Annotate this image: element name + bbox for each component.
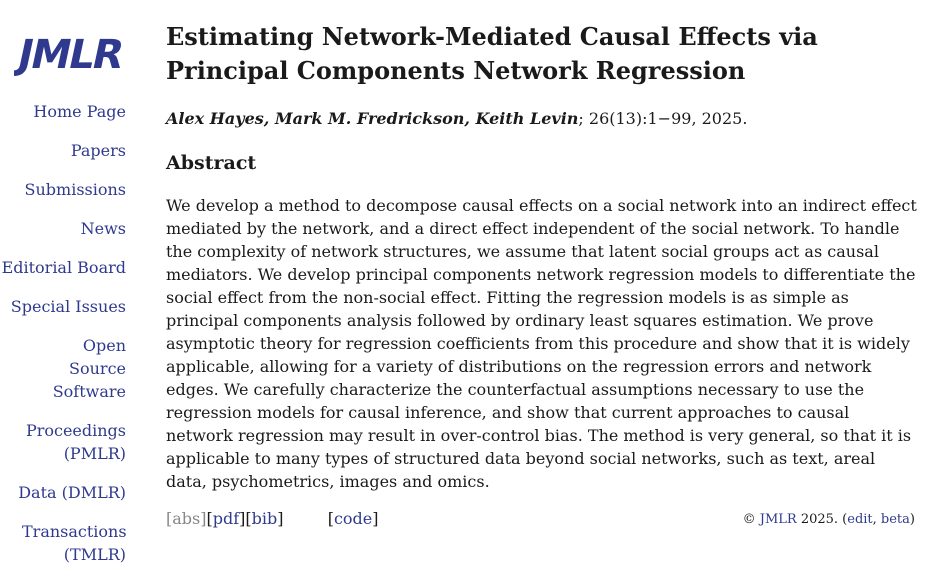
- pdf-bracket: [: [206, 509, 213, 528]
- nav-home-page[interactable]: [0, 100, 126, 123]
- paper-title: Estimating Network-Mediated Causal Effects via Principal Components Network Regression: [166, 22, 818, 85]
- footer-copyright: ©: [742, 512, 760, 527]
- nav-editorial-board-link[interactable]: Editorial Board: [1, 258, 126, 277]
- nav-open-source-software[interactable]: [0, 334, 126, 403]
- nav-data-link[interactable]: Data (DMLR): [18, 483, 126, 502]
- abstract-text: We develop a method to decompose causal effects on a social network into an indirect effect mediated by the network, and a direct effect independent of the social network. To handle the complexity of network structures, we assume that latent social groups act as causal mediators. We develop principal components network regression models to differentiate the social effect from the non-social effect. Fitting the regression models is as simple as principal components analysis followed by ordinary least squares estimation. We prove asymptotic theory for regression coefficients from this procedure and show that it is widely applicable, allowing for a variety of distributions on the regression errors and network edges. We carefully characterize the counterfactual assumptions necessary to use the regression models for causal inference, and show that current approaches to causal network regression may result in over-control bias. The method is very general, so that it is applicable to many types of structured data beyond social networks, such as text, areal data, psychometrics, images and omics.: [166, 196, 917, 491]
- nav-special-issues[interactable]: [0, 295, 126, 318]
- footer-beta-link[interactable]: beta: [880, 512, 910, 527]
- bib-link[interactable]: bib: [251, 509, 278, 528]
- nav-transactions[interactable]: [0, 520, 126, 566]
- nav-open-source-software-link[interactable]: Open Source Software: [52, 336, 126, 401]
- nav-data[interactable]: [0, 481, 126, 504]
- footer-edit-link[interactable]: edit: [847, 512, 873, 527]
- nav-proceedings[interactable]: [0, 419, 126, 465]
- abs-label: abs: [172, 509, 201, 528]
- code-link[interactable]: code: [333, 509, 373, 528]
- nav-submissions-link[interactable]: Submissions: [24, 180, 126, 199]
- nav-papers[interactable]: [0, 139, 126, 162]
- code-bracket: [: [327, 509, 334, 528]
- jmlr-logo-mark: [14, 20, 128, 78]
- main-content: [166, 20, 921, 530]
- abs-bracket-close: ]: [200, 509, 207, 528]
- logo-text: JMLR: [14, 30, 127, 78]
- footer-jmlr-link[interactable]: JMLR: [759, 512, 797, 527]
- paper-citation: ; 26(13):1−99, 2025.: [578, 109, 748, 128]
- abstract-heading: Abstract: [166, 152, 257, 174]
- code-bracket-close: ]: [372, 509, 379, 528]
- bib-bracket: [: [245, 509, 252, 528]
- sidebar-nav: [0, 100, 126, 582]
- bib-bracket-close: ]: [277, 509, 284, 528]
- nav-papers-link[interactable]: Papers: [70, 141, 126, 160]
- nav-editorial-board[interactable]: [0, 256, 126, 279]
- footer-close: ): [909, 512, 915, 527]
- pdf-bracket-close: ]: [239, 509, 246, 528]
- footer-year: 2025. (: [796, 512, 848, 527]
- jmlr-logo[interactable]: [14, 20, 128, 78]
- nav-submissions[interactable]: [0, 178, 126, 201]
- nav-news-link[interactable]: News: [80, 219, 126, 238]
- nav-proceedings-link[interactable]: Proceedings (PMLR): [25, 421, 126, 463]
- abs-bracket-open: [: [166, 509, 173, 528]
- nav-transactions-link[interactable]: Transactions (TMLR): [22, 522, 127, 564]
- citation-line: [166, 108, 921, 130]
- nav-home-page-link[interactable]: Home Page: [33, 102, 126, 121]
- footer: [743, 512, 915, 527]
- paper-authors: Alex Hayes, Mark M. Fredrickson, Keith Levin: [166, 109, 579, 128]
- footer-sep: ,: [872, 512, 881, 527]
- nav-special-issues-link[interactable]: Special Issues: [10, 297, 126, 316]
- pdf-link[interactable]: pdf: [212, 509, 240, 528]
- nav-news[interactable]: [0, 217, 126, 240]
